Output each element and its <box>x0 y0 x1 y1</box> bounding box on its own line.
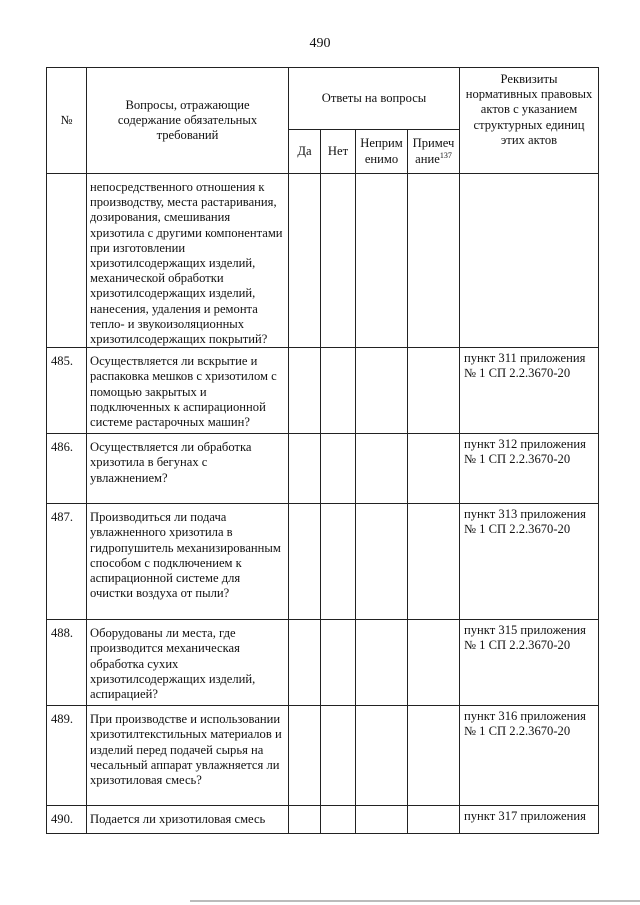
row-number: 490. <box>47 806 87 834</box>
header-number: № <box>47 68 87 174</box>
header-note <box>408 130 460 174</box>
header-note-label: Примеч ание <box>412 136 455 166</box>
header-question: Вопросы, отражающие содержание обязательных требований <box>87 68 289 174</box>
row-question: Оборудованы ли места, где производится механическая обработка сухих хризотилсодержащих изделий, аспирацией? <box>87 620 289 706</box>
answer-note-cell[interactable] <box>408 504 460 620</box>
row-number: 487. <box>47 504 87 620</box>
answer-no-cell[interactable] <box>321 174 356 348</box>
answer-no-cell[interactable] <box>321 806 356 834</box>
answer-no-cell[interactable] <box>321 620 356 706</box>
row-number: 485. <box>47 348 87 434</box>
answer-na-cell[interactable] <box>356 174 408 348</box>
answer-yes-cell[interactable] <box>289 806 321 834</box>
row-question: Подается ли хризотиловая смесь <box>87 806 289 834</box>
answer-yes-cell[interactable] <box>289 706 321 806</box>
row-reference: пункт 312 приложения № 1 СП 2.2.3670-20 <box>460 434 599 504</box>
row-question: Производиться ли подача увлажненного хризотила в гидропушитель механизированным способом с подключением к аспирационной системе для очистки воздуха от пыли? <box>87 504 289 620</box>
answer-no-cell[interactable] <box>321 348 356 434</box>
header-note-footnote: 137 <box>439 150 452 160</box>
answer-na-cell[interactable] <box>356 348 408 434</box>
answer-note-cell[interactable] <box>408 174 460 348</box>
answer-note-cell[interactable] <box>408 806 460 834</box>
page-bottom-edge <box>190 900 640 902</box>
answer-no-cell[interactable] <box>321 706 356 806</box>
row-number <box>47 174 87 348</box>
answer-na-cell[interactable] <box>356 620 408 706</box>
answer-note-cell[interactable] <box>408 706 460 806</box>
answer-note-cell[interactable] <box>408 620 460 706</box>
row-number: 489. <box>47 706 87 806</box>
table-row <box>47 806 599 834</box>
row-reference: пункт 316 приложения № 1 СП 2.2.3670-20 <box>460 706 599 806</box>
row-question: При производстве и использовании хризотилтекстильных материалов и изделий перед подачей сырья на чесальный аппарат увлажняется ли хризотиловая смесь? <box>87 706 289 806</box>
page-number: 490 <box>309 36 331 51</box>
table-row <box>47 174 599 348</box>
row-question: Осуществляется ли обработка хризотила в бегунах с увлажнением? <box>87 434 289 504</box>
table-row <box>47 434 599 504</box>
answer-yes-cell[interactable] <box>289 620 321 706</box>
row-reference: пункт 315 приложения № 1 СП 2.2.3670-20 <box>460 620 599 706</box>
row-question: непосредственного отношения к производству, места растаривания, дозирования, смешивания хризотила с другими компонентами при изготовлении хризотилсодержащих изделий, механической обработки хризотилсодержащих изделий, нанесения, удаления и ремонта тепло- и звукоизоляционных хризотилсодержащих покрытий? <box>87 174 289 348</box>
answer-no-cell[interactable] <box>321 434 356 504</box>
table-row <box>47 348 599 434</box>
header-answers: Ответы на вопросы <box>289 68 460 130</box>
row-question: Осуществляется ли вскрытие и распаковка мешков с хризотилом с помощью закрытых и подключенных к аспирационной системе растарочных машин? <box>87 348 289 434</box>
answer-no-cell[interactable] <box>321 504 356 620</box>
row-reference: пункт 313 приложения № 1 СП 2.2.3670-20 <box>460 504 599 620</box>
answer-yes-cell[interactable] <box>289 174 321 348</box>
table-row <box>47 504 599 620</box>
answer-yes-cell[interactable] <box>289 434 321 504</box>
row-reference: пункт 311 приложения № 1 СП 2.2.3670-20 <box>460 348 599 434</box>
row-number: 486. <box>47 434 87 504</box>
row-reference <box>460 174 599 348</box>
answer-yes-cell[interactable] <box>289 504 321 620</box>
header-references: Реквизиты нормативных правовых актов с указанием структурных единиц этих актов <box>460 68 599 174</box>
header-yes: Да <box>289 130 321 174</box>
row-reference: пункт 317 приложения <box>460 806 599 834</box>
answer-na-cell[interactable] <box>356 504 408 620</box>
answer-na-cell[interactable] <box>356 434 408 504</box>
checklist-table <box>46 67 599 834</box>
answer-note-cell[interactable] <box>408 348 460 434</box>
answer-yes-cell[interactable] <box>289 348 321 434</box>
header-not-applicable: Неприм енимо <box>356 130 408 174</box>
row-number: 488. <box>47 620 87 706</box>
table-row <box>47 620 599 706</box>
answer-note-cell[interactable] <box>408 434 460 504</box>
table-row <box>47 706 599 806</box>
answer-na-cell[interactable] <box>356 806 408 834</box>
answer-na-cell[interactable] <box>356 706 408 806</box>
header-no: Нет <box>321 130 356 174</box>
